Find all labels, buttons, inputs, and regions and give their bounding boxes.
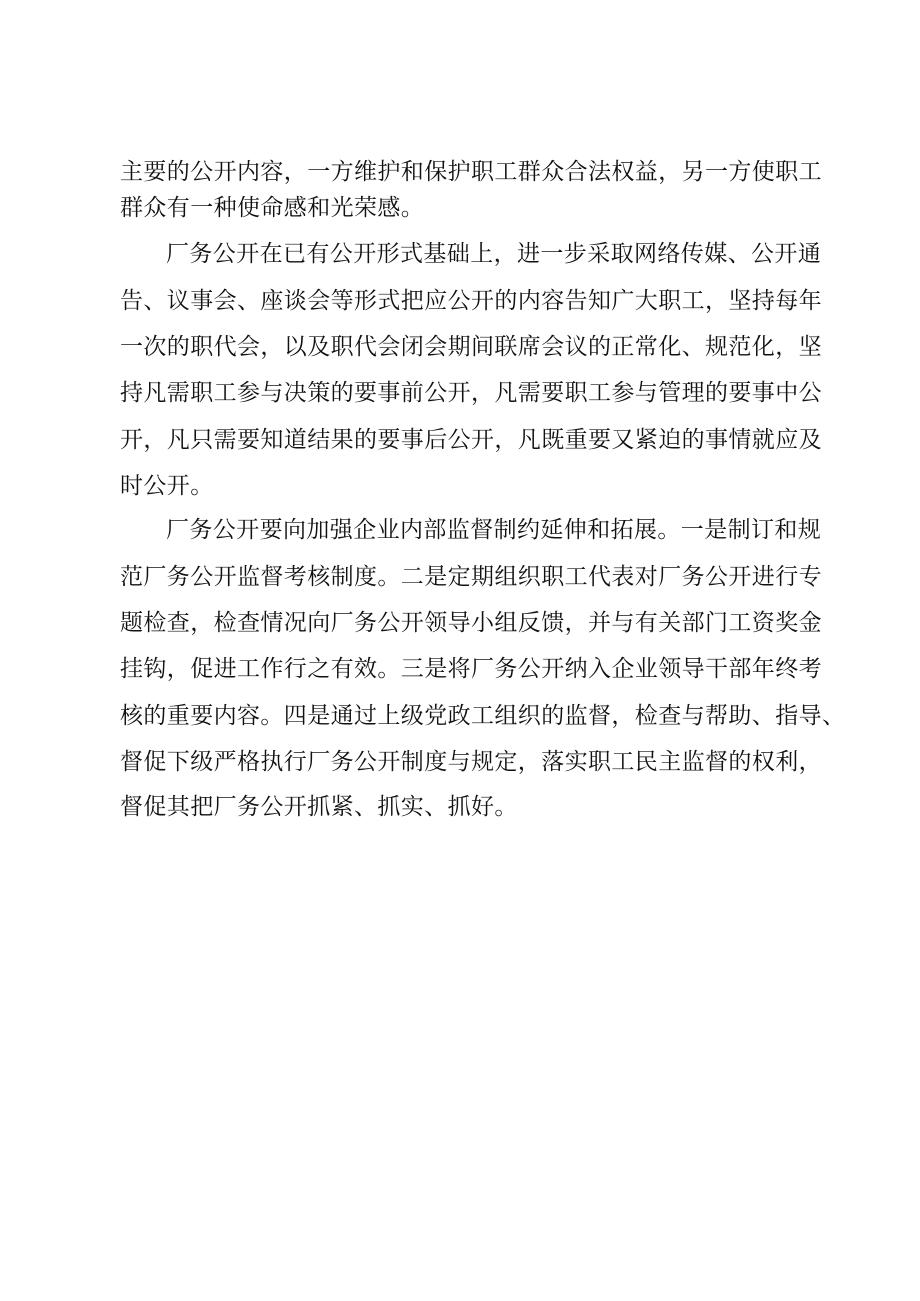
paragraph-2-line: 一次的职代会，以及职代会闭会期间联席会议的正常化、规范化，坚	[120, 334, 822, 360]
paragraph-2-line: 厂务公开在已有公开形式基础上，进一步采取网络传媒、公开通	[166, 241, 822, 267]
paragraph-1-line: 群众有一种使命感和光荣感。	[120, 195, 425, 221]
paragraph-2-line: 持凡需职工参与决策的要事前公开，凡需要职工参与管理的要事中公	[120, 380, 822, 406]
paragraph-1-line: 主要的公开内容，一方维护和保护职工群众合法权益，另一方使职工	[120, 159, 822, 185]
paragraph-3-line: 题检查，检查情况向厂务公开领导小组反馈，并与有关部门工资奖金	[120, 610, 822, 636]
paragraph-3-line: 督促下级严格执行厂务公开制度与规定，落实职工民主监督的权利，	[120, 749, 822, 775]
paragraph-3-line: 范厂务公开监督考核制度。二是定期组织职工代表对厂务公开进行专	[120, 564, 822, 590]
paragraph-3-line: 核的重要内容。四是通过上级党政工组织的监督，检查与帮助、指导、	[120, 703, 846, 729]
paragraph-2-line: 时公开。	[120, 473, 214, 499]
paragraph-3-line: 挂钩，促进工作行之有效。三是将厂务公开纳入企业领导干部年终考	[120, 656, 822, 682]
paragraph-2-line: 告、议事会、座谈会等形式把应公开的内容告知广大职工，坚持每年	[120, 288, 822, 314]
paragraph-3-line: 督促其把厂务公开抓紧、抓实、抓好。	[120, 794, 518, 820]
paragraph-2-line: 开，凡只需要知道结果的要事后公开，凡既重要又紧迫的事情就应及	[120, 427, 822, 453]
paragraph-3-line: 厂务公开要向加强企业内部监督制约延伸和拓展。一是制订和规	[166, 517, 822, 543]
